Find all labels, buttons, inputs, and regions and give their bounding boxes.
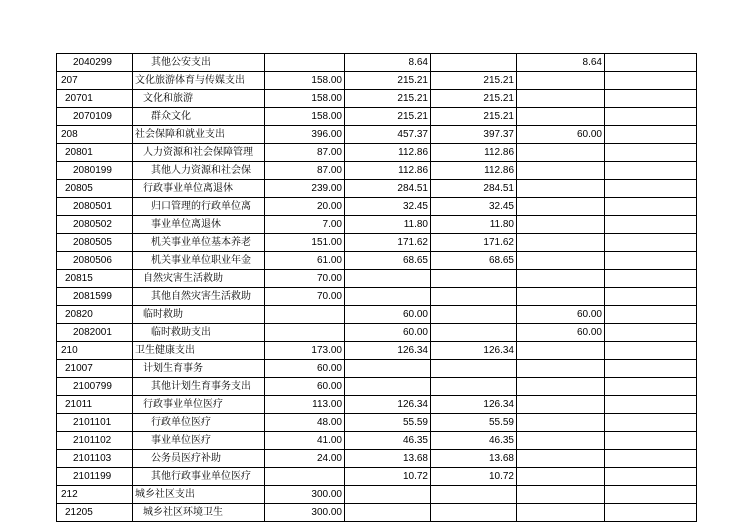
amount-cell: 60.00 [517,126,605,144]
amount-cell [605,306,697,324]
amount-cell: 126.34 [431,342,517,360]
subject-code-cell: 2070109 [57,108,133,126]
amount-cell: 24.00 [265,450,345,468]
amount-cell [517,360,605,378]
amount-cell: 68.65 [431,252,517,270]
amount-cell: 126.34 [345,396,431,414]
amount-cell: 158.00 [265,108,345,126]
amount-cell: 10.72 [345,468,431,486]
amount-cell: 41.00 [265,432,345,450]
amount-cell: 396.00 [265,126,345,144]
amount-cell: 215.21 [345,72,431,90]
amount-cell: 60.00 [517,306,605,324]
amount-cell [431,378,517,396]
amount-cell: 60.00 [345,306,431,324]
table-row [57,216,697,234]
subject-name-cell: 文化和旅游 [133,90,265,108]
amount-cell [517,180,605,198]
subject-name-cell: 事业单位医疗 [133,432,265,450]
amount-cell [265,468,345,486]
amount-cell [517,342,605,360]
subject-code-cell: 212 [57,486,133,504]
amount-cell [265,306,345,324]
subject-name-cell: 其他自然灾害生活救助 [133,288,265,306]
amount-cell [517,234,605,252]
amount-cell [605,360,697,378]
table-row [57,180,697,198]
subject-code-cell: 2082001 [57,324,133,342]
subject-name-cell: 归口管理的行政单位离 [133,198,265,216]
amount-cell: 70.00 [265,288,345,306]
amount-cell: 46.35 [345,432,431,450]
amount-cell [605,162,697,180]
amount-cell [605,324,697,342]
amount-cell [431,270,517,288]
amount-cell: 112.86 [345,162,431,180]
amount-cell: 113.00 [265,396,345,414]
subject-name-cell: 公务员医疗补助 [133,450,265,468]
table-row [57,108,697,126]
subject-code-cell: 20801 [57,144,133,162]
table-row [57,468,697,486]
amount-cell [605,468,697,486]
subject-name-cell: 社会保障和就业支出 [133,126,265,144]
subject-code-cell: 20820 [57,306,133,324]
subject-name-cell: 群众文化 [133,108,265,126]
table-row [57,144,697,162]
subject-code-cell: 2101102 [57,432,133,450]
subject-code-cell: 2100799 [57,378,133,396]
subject-name-cell: 临时救助 [133,306,265,324]
table-row [57,342,697,360]
amount-cell: 215.21 [345,108,431,126]
subject-code-cell: 20805 [57,180,133,198]
amount-cell [431,360,517,378]
amount-cell [431,306,517,324]
amount-cell [605,180,697,198]
amount-cell [605,270,697,288]
amount-cell [265,54,345,72]
amount-cell: 13.68 [345,450,431,468]
amount-cell: 215.21 [345,90,431,108]
amount-cell: 397.37 [431,126,517,144]
amount-cell [605,252,697,270]
amount-cell [517,288,605,306]
amount-cell [517,504,605,522]
amount-cell [517,198,605,216]
amount-cell: 70.00 [265,270,345,288]
table-row [57,432,697,450]
amount-cell [265,324,345,342]
amount-cell [605,288,697,306]
subject-name-cell: 城乡社区支出 [133,486,265,504]
subject-name-cell: 行政事业单位医疗 [133,396,265,414]
table-row [57,396,697,414]
amount-cell [431,504,517,522]
amount-cell [431,288,517,306]
amount-cell [605,450,697,468]
amount-cell [605,396,697,414]
amount-cell: 215.21 [431,72,517,90]
amount-cell: 158.00 [265,72,345,90]
amount-cell [517,432,605,450]
amount-cell [517,90,605,108]
amount-cell: 171.62 [345,234,431,252]
amount-cell [345,288,431,306]
amount-cell: 284.51 [431,180,517,198]
table-row [57,54,697,72]
amount-cell: 8.64 [345,54,431,72]
amount-cell [431,324,517,342]
amount-cell: 55.59 [431,414,517,432]
budget-table [56,53,697,522]
amount-cell: 158.00 [265,90,345,108]
table-row [57,126,697,144]
amount-cell: 173.00 [265,342,345,360]
amount-cell: 8.64 [517,54,605,72]
amount-cell: 112.86 [431,144,517,162]
subject-code-cell: 21205 [57,504,133,522]
table-row [57,270,697,288]
subject-code-cell: 20815 [57,270,133,288]
amount-cell [605,126,697,144]
subject-code-cell: 2080505 [57,234,133,252]
amount-cell [605,234,697,252]
subject-name-cell: 机关事业单位基本养老 [133,234,265,252]
amount-cell [517,468,605,486]
amount-cell: 151.00 [265,234,345,252]
subject-code-cell: 2080502 [57,216,133,234]
subject-name-cell: 行政事业单位离退休 [133,180,265,198]
amount-cell: 13.68 [431,450,517,468]
amount-cell [605,108,697,126]
table-row [57,378,697,396]
amount-cell [605,342,697,360]
amount-cell [605,198,697,216]
amount-cell [605,414,697,432]
amount-cell [517,486,605,504]
table-row [57,486,697,504]
table-row [57,252,697,270]
amount-cell [605,432,697,450]
amount-cell: 68.65 [345,252,431,270]
subject-name-cell: 人力资源和社会保障管理 [133,144,265,162]
amount-cell: 48.00 [265,414,345,432]
table-row [57,360,697,378]
amount-cell [517,450,605,468]
table-row [57,306,697,324]
amount-cell [605,90,697,108]
amount-cell: 7.00 [265,216,345,234]
amount-cell: 55.59 [345,414,431,432]
subject-name-cell: 行政单位医疗 [133,414,265,432]
amount-cell [345,270,431,288]
amount-cell [605,504,697,522]
subject-name-cell: 其他行政事业单位医疗 [133,468,265,486]
amount-cell [605,216,697,234]
amount-cell: 11.80 [345,216,431,234]
amount-cell [605,72,697,90]
amount-cell [517,216,605,234]
amount-cell [605,54,697,72]
subject-name-cell: 其他人力资源和社会保 [133,162,265,180]
amount-cell: 60.00 [517,324,605,342]
subject-code-cell: 2101103 [57,450,133,468]
amount-cell: 32.45 [431,198,517,216]
amount-cell: 32.45 [345,198,431,216]
table-row [57,234,697,252]
amount-cell: 457.37 [345,126,431,144]
table-row [57,90,697,108]
table-row [57,504,697,522]
amount-cell: 112.86 [345,144,431,162]
amount-cell: 171.62 [431,234,517,252]
amount-cell: 60.00 [265,360,345,378]
amount-cell: 284.51 [345,180,431,198]
amount-cell: 215.21 [431,108,517,126]
amount-cell: 300.00 [265,486,345,504]
subject-code-cell: 2101101 [57,414,133,432]
subject-code-cell: 2101199 [57,468,133,486]
amount-cell [517,108,605,126]
table-row [57,198,697,216]
amount-cell [605,378,697,396]
subject-name-cell: 其他计划生育事务支出 [133,378,265,396]
subject-code-cell: 2080501 [57,198,133,216]
amount-cell: 87.00 [265,162,345,180]
amount-cell: 112.86 [431,162,517,180]
amount-cell [345,504,431,522]
subject-code-cell: 2080506 [57,252,133,270]
subject-code-cell: 2080199 [57,162,133,180]
subject-code-cell: 208 [57,126,133,144]
subject-code-cell: 20701 [57,90,133,108]
amount-cell: 215.21 [431,90,517,108]
amount-cell: 46.35 [431,432,517,450]
amount-cell [517,144,605,162]
table-row [57,450,697,468]
subject-name-cell: 临时救助支出 [133,324,265,342]
amount-cell: 300.00 [265,504,345,522]
amount-cell [517,72,605,90]
amount-cell: 60.00 [345,324,431,342]
subject-code-cell: 21011 [57,396,133,414]
amount-cell [517,414,605,432]
table-row [57,414,697,432]
amount-cell [431,486,517,504]
amount-cell [517,252,605,270]
amount-cell [345,486,431,504]
amount-cell [517,270,605,288]
subject-name-cell: 事业单位离退休 [133,216,265,234]
amount-cell: 126.34 [431,396,517,414]
amount-cell: 60.00 [265,378,345,396]
budget-table-body [57,54,697,522]
amount-cell [431,54,517,72]
amount-cell: 126.34 [345,342,431,360]
amount-cell: 239.00 [265,180,345,198]
subject-name-cell: 卫生健康支出 [133,342,265,360]
subject-code-cell: 207 [57,72,133,90]
subject-name-cell: 城乡社区环境卫生 [133,504,265,522]
subject-name-cell: 计划生育事务 [133,360,265,378]
amount-cell [517,162,605,180]
table-row [57,72,697,90]
amount-cell [517,396,605,414]
table-row [57,324,697,342]
amount-cell [345,360,431,378]
amount-cell: 11.80 [431,216,517,234]
amount-cell [605,144,697,162]
amount-cell: 61.00 [265,252,345,270]
amount-cell: 20.00 [265,198,345,216]
subject-code-cell: 210 [57,342,133,360]
amount-cell [517,378,605,396]
subject-name-cell: 其他公安支出 [133,54,265,72]
amount-cell: 10.72 [431,468,517,486]
table-row [57,288,697,306]
subject-code-cell: 21007 [57,360,133,378]
subject-name-cell: 机关事业单位职业年金 [133,252,265,270]
amount-cell: 87.00 [265,144,345,162]
subject-code-cell: 2040299 [57,54,133,72]
subject-name-cell: 自然灾害生活救助 [133,270,265,288]
subject-name-cell: 文化旅游体育与传媒支出 [133,72,265,90]
table-row [57,162,697,180]
amount-cell [605,486,697,504]
subject-code-cell: 2081599 [57,288,133,306]
amount-cell [345,378,431,396]
